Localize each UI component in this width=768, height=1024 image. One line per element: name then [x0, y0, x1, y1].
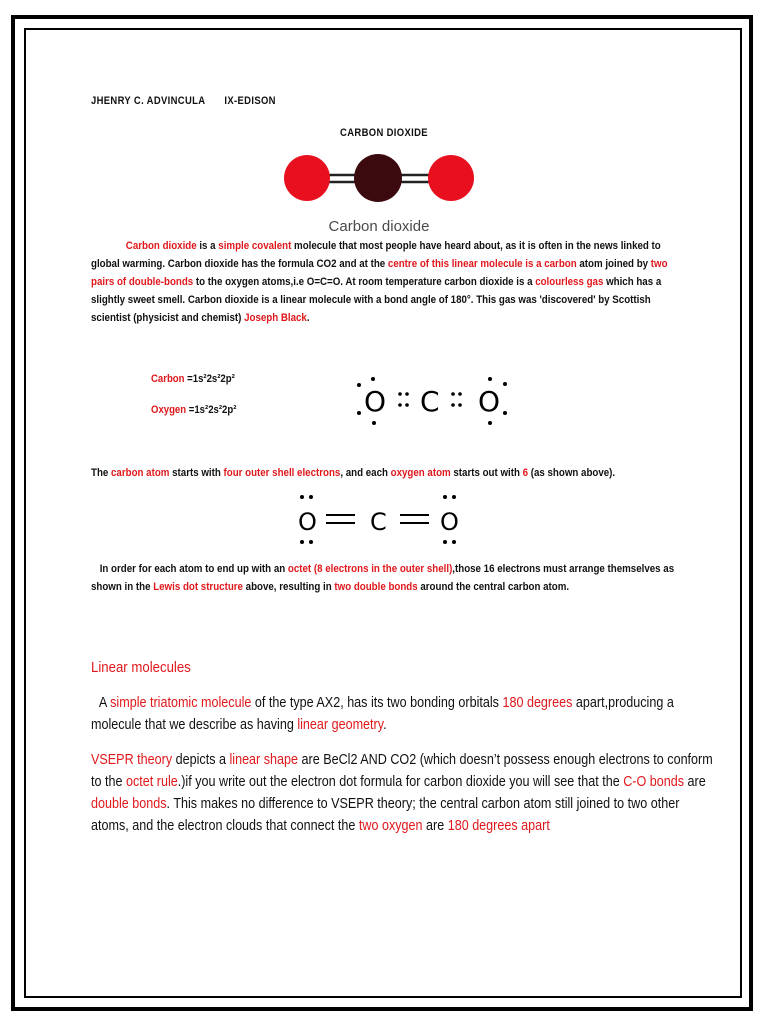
highlighted-text: simple triatomic molecule: [110, 695, 252, 711]
carbon-configuration: [151, 373, 235, 385]
highlighted-text: carbon atom: [111, 467, 170, 479]
intro-paragraph: [91, 237, 683, 327]
section-title-linear-molecules: Linear molecules: [91, 659, 191, 676]
oxygen-configuration: [151, 404, 236, 416]
header-line: [91, 95, 276, 107]
highlighted-text: centre of this linear molecule is a carbon: [387, 258, 577, 270]
lewis-top-oxygen-right: O: [478, 385, 501, 418]
highlighted-text: C-O bonds: [623, 774, 685, 790]
author-name: JHENRY C. ADVINCULA: [91, 95, 206, 107]
highlighted-text: oxygen atom: [390, 467, 451, 479]
body-text: . This makes no difference to VSEPR theory; the central carbon atom still joined to two other atoms, and the electron clouds that connect the: [91, 796, 680, 834]
linear-molecules-paragraph: [91, 692, 716, 736]
lewis-top-oxygen-left: O: [364, 385, 387, 418]
body-text: of the type AX2, has its two bonding orbitals: [251, 695, 503, 711]
oxygen-label: Oxygen: [151, 404, 187, 416]
body-text: .)if you write out the electron dot formula for carbon dioxide you will see that the: [177, 774, 624, 790]
highlighted-text: linear shape: [229, 752, 299, 768]
highlighted-text: four outer shell electrons: [223, 467, 341, 479]
highlighted-text: colourless gas: [535, 276, 604, 288]
lewis-dot-structure-top: [350, 373, 515, 428]
oxygen-atom-left: [284, 155, 330, 201]
body-text: ,those 16 electrons must arrange themselves as shown in the: [91, 563, 675, 593]
body-text: The: [91, 467, 112, 479]
lewis-top-carbon: C: [420, 385, 440, 418]
body-text: starts out with: [450, 467, 523, 479]
class-section: IX-EDISON: [224, 95, 276, 107]
highlighted-text: Joseph Black: [244, 312, 307, 324]
highlighted-text: 180 degrees apart: [447, 818, 550, 834]
co2-ball-model: [283, 150, 475, 210]
vsepr-paragraph: [91, 749, 716, 837]
body-text: are: [422, 818, 448, 834]
lewis-bottom-carbon: C: [370, 508, 387, 536]
body-text: A: [98, 695, 111, 711]
body-text: are: [684, 774, 706, 790]
body-text: apart,producing a molecule that we describe as having: [91, 695, 674, 733]
lewis-dot-structure-bottom: [290, 490, 465, 550]
body-text: .: [383, 717, 387, 733]
body-text: starts with: [169, 467, 224, 479]
body-text: around the central carbon atom.: [417, 581, 570, 593]
body-text: atom joined by: [576, 258, 651, 270]
lewis-bottom-oxygen-right: O: [440, 508, 459, 536]
highlighted-text: double bonds: [91, 796, 167, 812]
oxygen-atom-right: [428, 155, 474, 201]
highlighted-text: Carbon dioxide: [125, 240, 197, 252]
carbon-atom: [354, 154, 402, 202]
highlighted-text: Lewis dot structure: [153, 581, 243, 593]
lewis-bottom-oxygen-left: O: [298, 508, 317, 536]
body-text: .: [306, 312, 310, 324]
carbon-config-value: =1s²2s²2p²: [184, 373, 235, 385]
body-text: depicts a: [172, 752, 230, 768]
body-text: molecule that most people have heard about, as it is often in the news linked to global warming. Carbon dioxide has the formula CO2 and at the: [91, 240, 661, 270]
octet-paragraph: [91, 560, 683, 596]
body-text: are BeCl2 AND CO2 (which doesn’t possess enough electrons to conform to the: [91, 752, 713, 790]
body-text: which has a slightly sweet smell. Carbon dioxide is a linear molecule with a bond angle of 180°. This gas was 'discovered' by Scottish scientist (physicist and chemist): [91, 276, 662, 324]
body-text: In order for each atom to end up with an: [99, 563, 288, 575]
electrons-paragraph: [91, 464, 683, 482]
body-text: , and each: [340, 467, 391, 479]
body-text: is a: [196, 240, 219, 252]
document-title: CARBON DIOXIDE: [340, 127, 428, 139]
body-text: (as shown above).: [528, 467, 616, 479]
highlighted-text: two pairs of double-bonds: [91, 258, 668, 288]
figure-caption: Carbon dioxide: [328, 218, 430, 235]
highlighted-text: two double bonds: [334, 581, 418, 593]
highlighted-text: 180 degrees: [502, 695, 573, 711]
highlighted-text: 6: [522, 467, 529, 479]
highlighted-text: VSEPR theory: [91, 752, 173, 768]
carbon-label: Carbon: [151, 373, 185, 385]
highlighted-text: octet rule: [125, 774, 178, 790]
body-text: above, resulting in: [242, 581, 335, 593]
highlighted-text: octet (8 electrons in the outer shell): [287, 563, 453, 575]
highlighted-text: linear geometry: [297, 717, 384, 733]
oxygen-config-value: =1s²2s²2p²: [186, 404, 237, 416]
highlighted-text: two oxygen: [358, 818, 423, 834]
body-text: to the oxygen atoms,i.e O=C=O. At room temperature carbon dioxide is a: [193, 276, 536, 288]
highlighted-text: simple covalent: [218, 240, 292, 252]
